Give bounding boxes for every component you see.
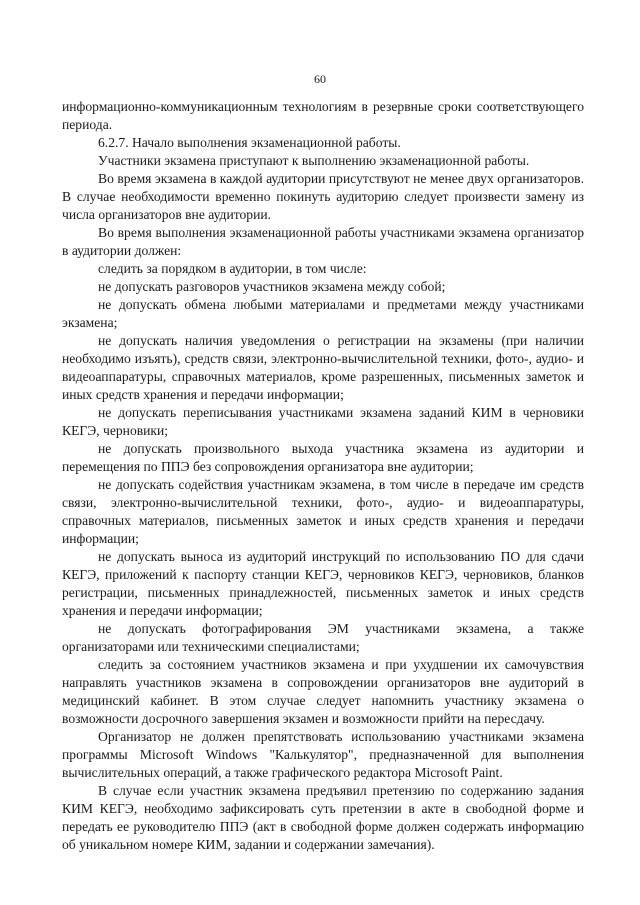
paragraph: не допускать выноса из аудиторий инструкций по использованию ПО для сдачи КЕГЭ, приложений к паспорту станции КЕГЭ, черновиков КЕГЭ, черновиков, бланков регистрации, письменных принадлежностей, письменных заметок и иных средств хранения и передачи информации; xyxy=(62,549,584,618)
paragraph: не допускать произвольного выхода участника экзамена из аудитории и перемещения по ППЭ без сопровождения организатора вне аудитории; xyxy=(62,441,584,474)
paragraph: не допускать переписывания участниками экзамена заданий КИМ в черновики КЕГЭ, черновики; xyxy=(62,405,584,438)
paragraph: не допускать содействия участникам экзамена, в том числе в передаче им средств связи, электронно-вычислительной техники, фото-, аудио- и видеоаппаратуры, справочных материалов, письменных заметок и иных средств хранения и передачи информации; xyxy=(62,477,584,546)
paragraph: не допускать фотографирования ЭМ участниками экзамена, а также организаторами или техническими специалистами; xyxy=(62,621,584,654)
page-number: 60 xyxy=(314,72,326,86)
paragraph: Организатор не должен препятствовать использованию участниками экзамена программы Microsoft Windows "Калькулятор", предназначенной для выполнения вычислительных операций, а также графического редактора Microsoft Paint. xyxy=(62,729,584,780)
paragraph: не допускать наличия уведомления о регистрации на экзамены (при наличии необходимо изъять), средств связи, электронно-вычислительной техники, фото-, аудио- и видеоаппаратуры, справочных материалов, кроме разрешенных, письменных заметок и иных средств хранения и передачи информации; xyxy=(62,333,584,402)
paragraph: следить за состоянием участников экзамена и при ухудшении их самочувствия направлять участников экзамена в сопровождении организаторов вне аудиторий в медицинский кабинет. В этом случае следует напомнить участнику экзамена о возможности досрочного завершения экзамен и возможности прийти на пересдачу. xyxy=(62,657,584,726)
paragraph: Участники экзамена приступают к выполнению экзаменационной работы. xyxy=(98,153,530,168)
paragraph: В случае если участник экзамена предъявил претензию по содержанию задания КИМ КЕГЭ, необходимо зафиксировать суть претензии в акте в свободной форме и передать ее руководителю ППЭ (акт в свободной форме должен содержать информацию об уникальном номере КИМ, задании и содержании замечания). xyxy=(62,783,584,852)
paragraph: следить за порядком в аудитории, в том числе: xyxy=(98,261,367,276)
paragraph: 6.2.7. Начало выполнения экзаменационной работы. xyxy=(98,135,401,150)
paragraph: не допускать обмена любыми материалами и предметами между участниками экзамена; xyxy=(62,297,584,330)
paragraph: Во время выполнения экзаменационной работы участниками экзамена организатор в аудитории должен: xyxy=(62,225,584,258)
document-body xyxy=(62,98,584,854)
paragraph: Во время экзамена в каждой аудитории присутствуют не менее двух организаторов. В случае необходимости временно покинуть аудиторию следует произвести замену из числа организаторов вне аудитории. xyxy=(62,171,584,222)
paragraph: информационно-коммуникационным технологиям в резервные сроки соответствующего периода. xyxy=(62,99,584,132)
paragraph: не допускать разговоров участников экзамена между собой; xyxy=(98,279,446,294)
